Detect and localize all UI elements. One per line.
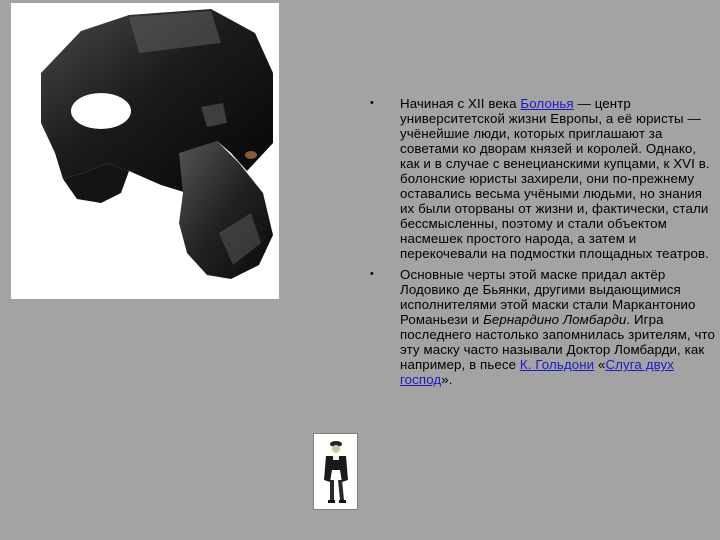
mask-photo [11, 3, 279, 299]
bullet-text: Начиная с XII века [400, 96, 521, 111]
bullet-text: ». [441, 372, 453, 387]
bullet-list [370, 96, 715, 393]
bullet-item-actors [370, 267, 715, 387]
bullet-item-bologna [370, 96, 715, 261]
link-goldoni[interactable]: К. Гольдони [519, 357, 595, 372]
bullet-marker: • [370, 268, 374, 280]
bullet-marker: • [370, 97, 374, 109]
mask-illustration [11, 3, 279, 299]
figure-illustration [314, 434, 357, 509]
link-bologna[interactable]: Болонья [520, 96, 574, 111]
bullet-text: . Игра последнего настолько запомнилась зрителям, что эту маску часто называли Доктор Ломбарди, как например, в пьесе [400, 312, 716, 372]
bullet-text: « [594, 357, 606, 372]
link-servant-of-two-masters[interactable]: Слуга двух господ [400, 357, 674, 387]
italic-name: Бернардино Ломбарди [483, 312, 627, 327]
figure-photo [313, 433, 358, 510]
bullet-text: Основные черты этой маске придал актёр Лодовико де Бьянки, другими выдающимися исполнителями этой маски стали Маркантонио Романьези и [400, 267, 696, 327]
bullet-text: — центр университетской жизни Европы, а её юристы — учёнейшие люди, которых приглашают за советами ко дворам князей и королей. Однако, как и в случае с венецианскими купцами, к XVI в. болонские юристы захирели, они по-прежнему оставались весьма учёными людьми, но знания их были оторваны от жизни и, фактически, стали бессмысленны, поэтому и стали объектом насмешек простого народа, а затем и перекочевали на подмостки площадных театров. [400, 96, 710, 261]
